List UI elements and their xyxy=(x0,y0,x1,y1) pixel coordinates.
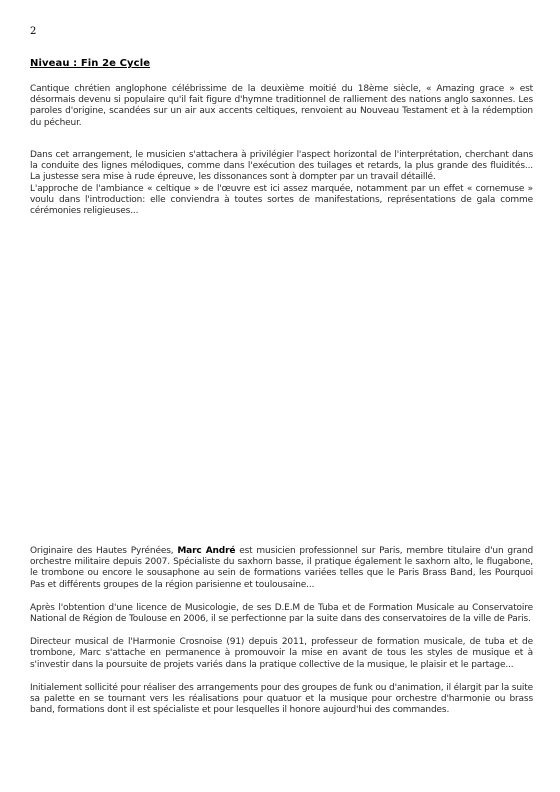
bio-paragraph-1 xyxy=(30,546,533,591)
intro-paragraph-block xyxy=(30,84,533,129)
intro-paragraph: Cantique chrétien anglophone célébrissime de la deuxième moitié du 18ème siècle, « Amazing grace » est désormais devenu si populaire qu'il fait figure d'hymne traditionnel de ralliement des nations anglo saxonnes. Les paroles d'origine, scandées sur un air aux accents celtiques, renvoient au Nouveau Testament et à la rédemption du pécheur. xyxy=(30,84,533,128)
bio-paragraph-3: Directeur musical de l'Harmonie Crosnoise (91) depuis 2011, professeur de formation musicale, de tuba et de trombone, Marc s'attache en permanence à promouvoir la mise en avant de tous les styles de musique et à s'investir dans la poursuite de projets variés dans la pratique collective de la musique, le plaisir et le partage... xyxy=(30,637,533,670)
bio-paragraph-2: Après l'obtention d'une licence de Musicologie, de ses D.E.M de Tuba et de Formation Musicale au Conservatoire National de Région de Toulouse en 2006, il se perfectionne par la suite dans des conservatoires de la ville de Paris. xyxy=(30,602,533,625)
arrangement-paragraph-2: L'approche de l'ambiance « celtique » de l'œuvre est ici assez marquée, notamment par un effet « cornemuse » voulu dans l'introduction: elle conviendra à toutes sortes de manifestations, représentations de gala comme cérémonies religieuses... xyxy=(30,183,533,217)
bio-text-after-name: est musicien professionnel sur Paris, membre titulaire d'un grand orchestre militaire depuis 2007. Spécialiste du saxhorn basse, il pratique également le saxhorn alto, le flugabone, le trombone ou encore le sousaphone au sein de formations variées telles que le Paris Brass Band, les Pourquoi Pas et différents groupes de la région parisienne et toulousaine... xyxy=(30,546,534,590)
biography xyxy=(30,546,533,716)
page-number: 2 xyxy=(30,26,37,37)
arrangement-notes xyxy=(30,150,533,217)
composer-name: Marc André xyxy=(177,546,236,556)
bio-text-before-name: Originaire des Hautes Pyrénées, xyxy=(30,546,178,556)
bio-paragraph-4: Initialement sollicité pour réaliser des arrangements pour des groupes de funk ou d'animation, il élargit par la suite sa palette en se tournant vers les réalisations pour quatuor et la musique pour orchestre d'harmonie ou brass band, formations dont il est spécialiste et pour lesquelles il honore aujourd'hui des commandes. xyxy=(30,682,533,716)
arrangement-paragraph-1: Dans cet arrangement, le musicien s'attachera à privilégier l'aspect horizontal de l'interprétation, cherchant dans la conduite des lignes mélodiques, comme dans l'exécution des tuilages et retards, la plus grande des fluidités... La justesse sera mise à rude épreuve, les dissonances sont à dompter par un travail détaillé. xyxy=(30,150,533,183)
level-heading: Niveau : Fin 2e Cycle xyxy=(30,58,151,69)
